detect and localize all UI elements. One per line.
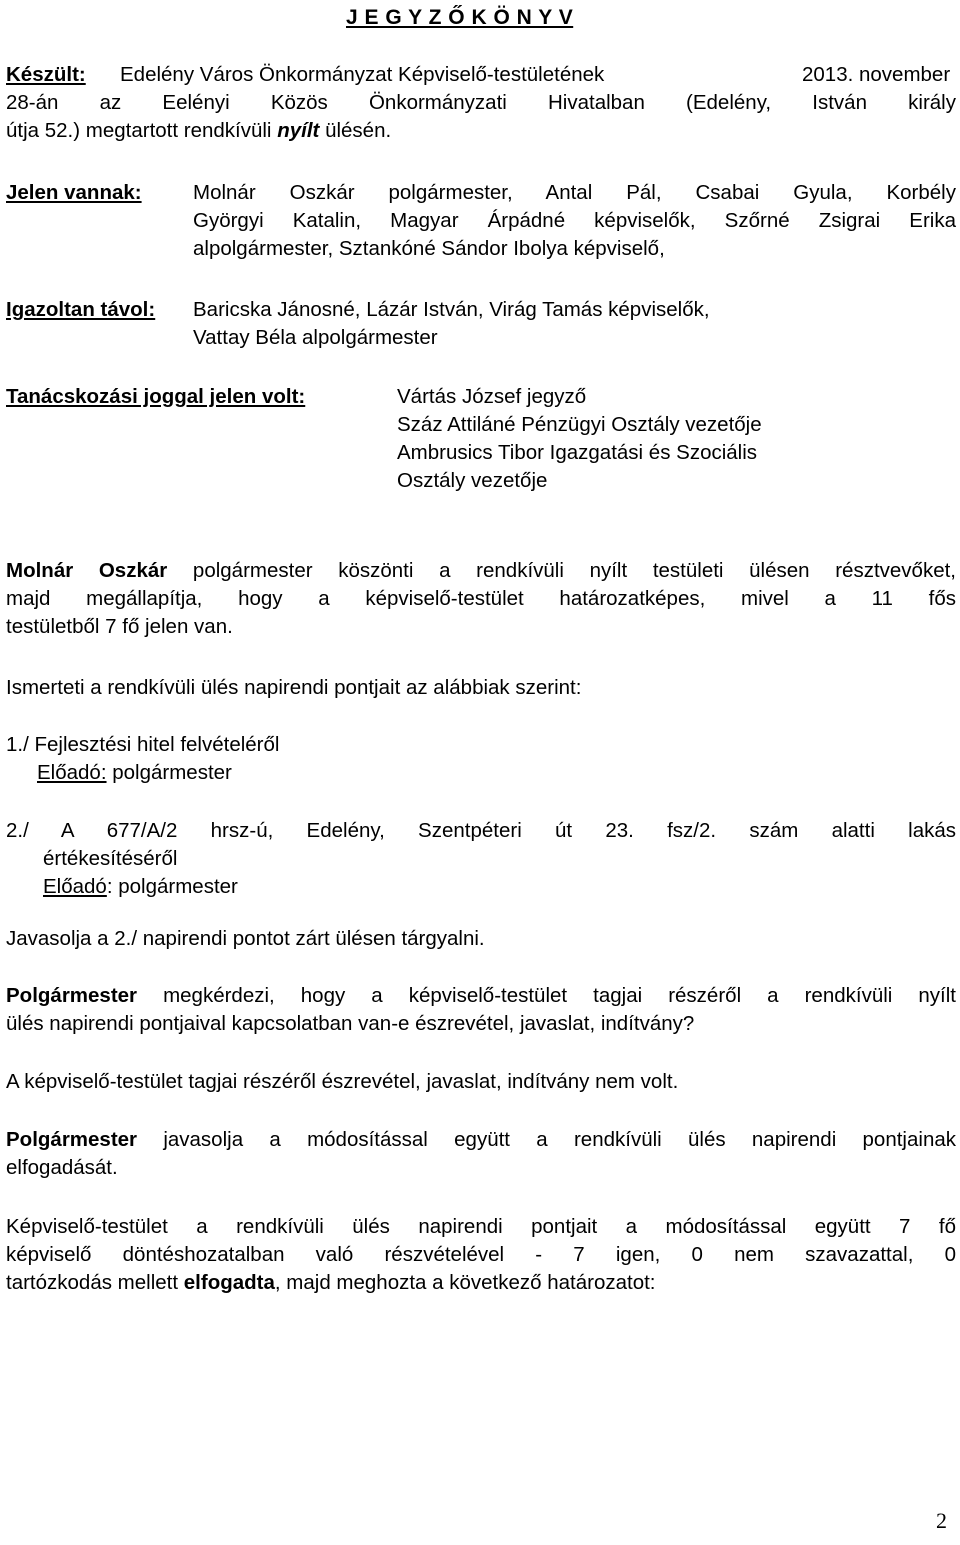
item2-eload-label: Előadó <box>43 875 107 898</box>
p1-line3: testületből 7 fő jelen van. <box>6 615 233 638</box>
item2-eload <box>43 873 238 901</box>
keszult-line2-text: 28-án az Eelényi Közös Önkormányzati Hivatalban (Edelény, István király <box>6 91 956 114</box>
item1-eload-label: Előadó: <box>37 761 107 784</box>
item1-eload <box>37 759 232 787</box>
tanacskozasi-line3: Ambrusics Tibor Igazgatási és Szociális <box>397 441 758 464</box>
keszult-line1-a: Edelény Város Önkormányzat Képviselő-testületének <box>120 63 605 86</box>
p1-bold-name: Molnár Oszkár <box>6 559 168 582</box>
item2-line1: 2./ A 677/A/2 hrsz-ú, Edelény, Szentpéteri út 23. fsz/2. szám alatti lakás <box>6 819 956 842</box>
p7-elfogadta: elfogadta <box>183 1271 275 1294</box>
p6-bold: Polgármester <box>6 1128 138 1151</box>
keszult-label: Készült: <box>6 63 86 86</box>
item2-eload-value: : polgármester <box>106 875 238 898</box>
jelen-label: Jelen vannak: <box>6 181 142 204</box>
jelen-line2: Györgyi Katalin, Magyar Árpádné képviselők, Szőrné Zsigrai Erika <box>193 209 956 232</box>
jelen-line1: Molnár Oszkár polgármester, Antal Pál, Csabai Gyula, Korbély <box>193 181 956 204</box>
p6-line1 <box>6 1126 956 1154</box>
item1-text: 1./ Fejlesztési hitel felvételéről <box>6 733 280 756</box>
p7-line3-a: tartózkodás mellett <box>6 1271 179 1294</box>
p1-line2: majd megállapítja, hogy a képviselő-testület határozatképes, mivel a 11 fős <box>6 587 956 610</box>
igazoltan-line1: Baricska Jánosné, Lázár István, Virág Tamás képviselők, <box>193 298 710 321</box>
p4-line1-rest: megkérdezi, hogy a képviselő-testület tagjai részéről a rendkívüli nyílt <box>163 984 956 1007</box>
keszult-line1-b: 2013. november <box>802 63 951 86</box>
keszult-nyilt: nyílt <box>277 119 320 142</box>
p2: Ismerteti a rendkívüli ülés napirendi pontjait az alábbiak szerint: <box>6 676 582 699</box>
keszult-line2 <box>6 89 956 117</box>
p5: A képviselő-testület tagjai részéről észrevétel, javaslat, indítvány nem volt. <box>6 1070 679 1093</box>
p4-line2: ülés napirendi pontjaival kapcsolatban van-e észrevétel, javaslat, indítvány? <box>6 1012 695 1035</box>
p7-line3-b: , majd meghozta a következő határozatot: <box>274 1271 656 1294</box>
item1-eload-value: polgármester <box>112 761 232 784</box>
p7-line3 <box>6 1269 656 1297</box>
p7-line1: Képviselő-testület a rendkívüli ülés napirendi pontjait a módosítással együtt 7 fő <box>6 1215 956 1238</box>
p4-bold: Polgármester <box>6 984 138 1007</box>
keszult-line3-a: útja 52.) megtartott rendkívüli <box>6 119 272 142</box>
keszult-line3-b: ülésén. <box>325 119 392 142</box>
igazoltan-line2: Vattay Béla alpolgármester <box>193 326 438 349</box>
tanacskozasi-line4: Osztály vezetője <box>397 469 548 492</box>
p1-line1-rest: polgármester köszönti a rendkívüli nyílt testületi ülésen résztvevőket, <box>192 559 956 582</box>
document-title: J E G Y Z Ő K Ö N Y V <box>346 6 574 29</box>
p7-line2: képviselő döntéshozatalban való részvételével - 7 igen, 0 nem szavazattal, 0 <box>6 1243 956 1266</box>
igazoltan-label: Igazoltan távol: <box>6 298 156 321</box>
jelen-line3: alpolgármester, Sztankóné Sándor Ibolya képviselő, <box>193 237 665 260</box>
item2-line2: értékesítéséről <box>43 847 178 870</box>
tanacskozasi-label: Tanácskozási joggal jelen volt: <box>6 385 306 408</box>
p3: Javasolja a 2./ napirendi pontot zárt ülésen tárgyalni. <box>6 927 485 950</box>
p6-line1-rest: javasolja a módosítással együtt a rendkívüli ülés napirendi pontjainak <box>163 1128 956 1151</box>
page-number: 2 <box>936 1508 947 1533</box>
keszult-line3 <box>6 117 391 145</box>
tanacskozasi-line2: Száz Attiláné Pénzügyi Osztály vezetője <box>397 413 762 436</box>
tanacskozasi-line1: Vártás József jegyző <box>397 385 587 408</box>
p6-line2: elfogadását. <box>6 1156 118 1179</box>
document-page <box>6 0 956 1545</box>
p4-line1 <box>6 982 956 1010</box>
p1-line1 <box>6 557 956 585</box>
